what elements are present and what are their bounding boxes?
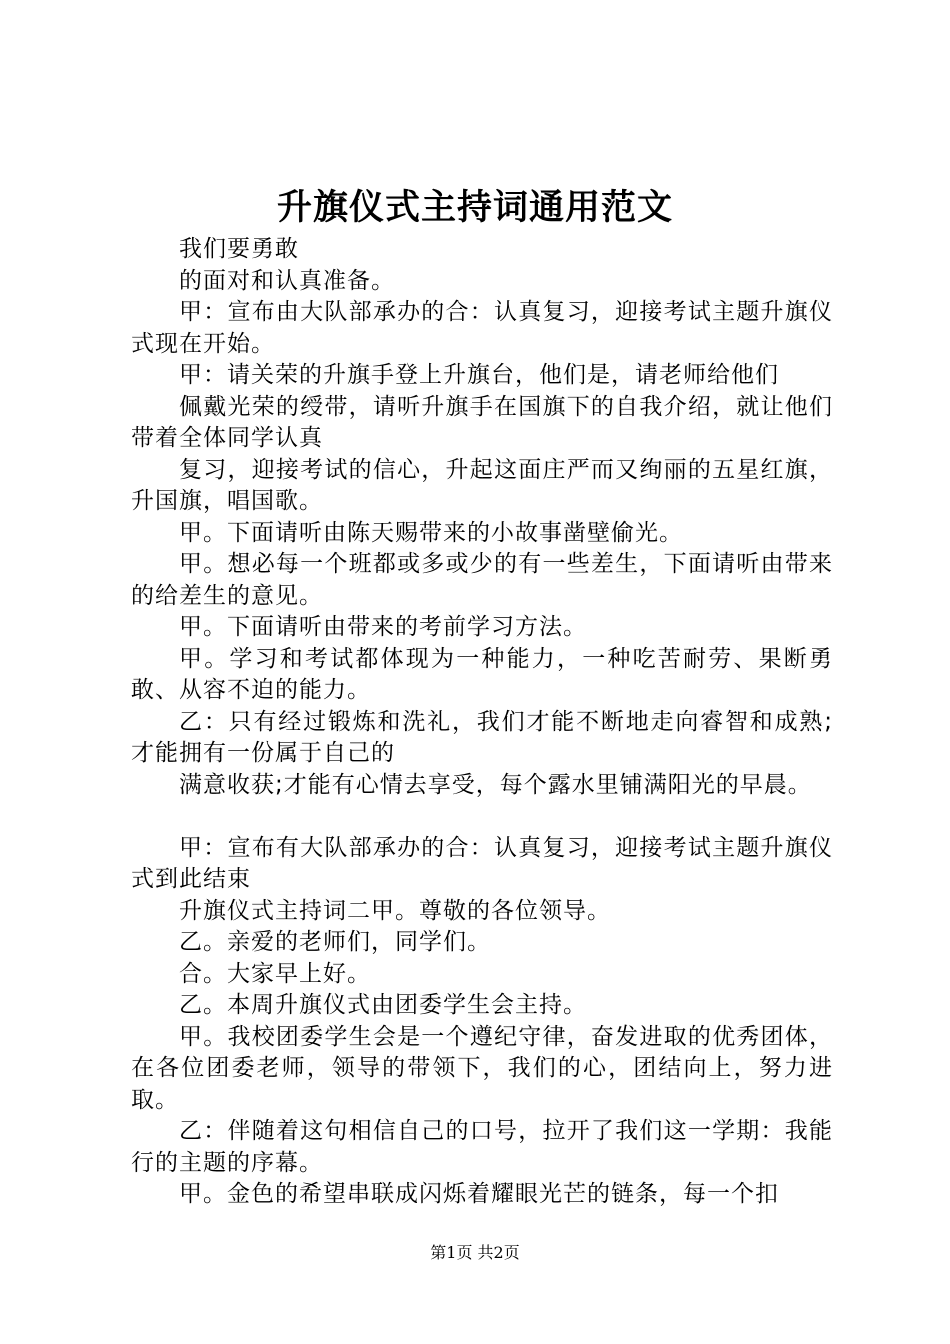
paragraph: 乙：只有经过锻炼和洗礼，我们才能不断地走向睿智和成熟;才能拥有一份属于自己的 (131, 708, 833, 766)
page-footer: 第1页 共2页 (430, 1243, 520, 1262)
paragraph: 甲。金色的希望串联成闪烁着耀眼光芒的链条，每一个扣 (179, 1181, 779, 1207)
blank-line (131, 801, 833, 833)
paragraph: 复习，迎接考试的信心，升起这面庄严而又绚丽的五星红旗，升国旗，唱国歌。 (131, 456, 833, 514)
paragraph: 甲。下面请听由带来的考前学习方法。 (179, 614, 587, 640)
paragraph: 甲：宣布由大队部承办的合：认真复习，迎接考试主题升旗仪式现在开始。 (131, 299, 833, 357)
paragraph: 乙。亲爱的老师们，同学们。 (179, 929, 491, 955)
paragraph: 升旗仪式主持词二甲。尊敬的各位领导。 (179, 897, 611, 924)
paragraph: 我们要勇敢 (179, 236, 299, 262)
paragraph: 佩戴光荣的绶带，请听升旗手在国旗下的自我介绍，就让他们带着全体同学认真 (131, 393, 833, 451)
paragraph: 甲。下面请听由陈天赐带来的小故事凿壁偷光。 (179, 519, 683, 546)
paragraph: 合。大家早上好。 (179, 960, 371, 987)
document-title: 升旗仪式主持词通用范文 (276, 187, 673, 228)
paragraph: 甲。想必每一个班都或多或少的有一些差生，下面请听由带来的给差生的意见。 (131, 551, 833, 609)
paragraph: 满意收获;才能有心情去享受，每个露水里铺满阳光的早晨。 (179, 771, 812, 798)
document-body (131, 234, 833, 1211)
paragraph: 甲。学习和考试都体现为一种能力，一种吃苦耐劳、果断勇敢、从容不迫的能力。 (131, 645, 833, 703)
paragraph: 的面对和认真准备。 (179, 267, 395, 294)
paragraph: 甲：宣布有大队部承办的合：认真复习，迎接考试主题升旗仪式到此结束 (131, 834, 833, 892)
paragraph: 乙：伴随着这句相信自己的口号，拉开了我们这一学期：我能行的主题的序幕。 (131, 1118, 833, 1176)
paragraph: 乙。本周升旗仪式由团委学生会主持。 (179, 992, 587, 1018)
paragraph: 甲：请关荣的升旗手登上升旗台，他们是，请老师给他们 (179, 362, 779, 388)
paragraph: 甲。我校团委学生会是一个遵纪守律，奋发进取的优秀团体，在各位团委老师，领导的带领下，我们的心，团结向上，努力进取。 (131, 1023, 833, 1113)
